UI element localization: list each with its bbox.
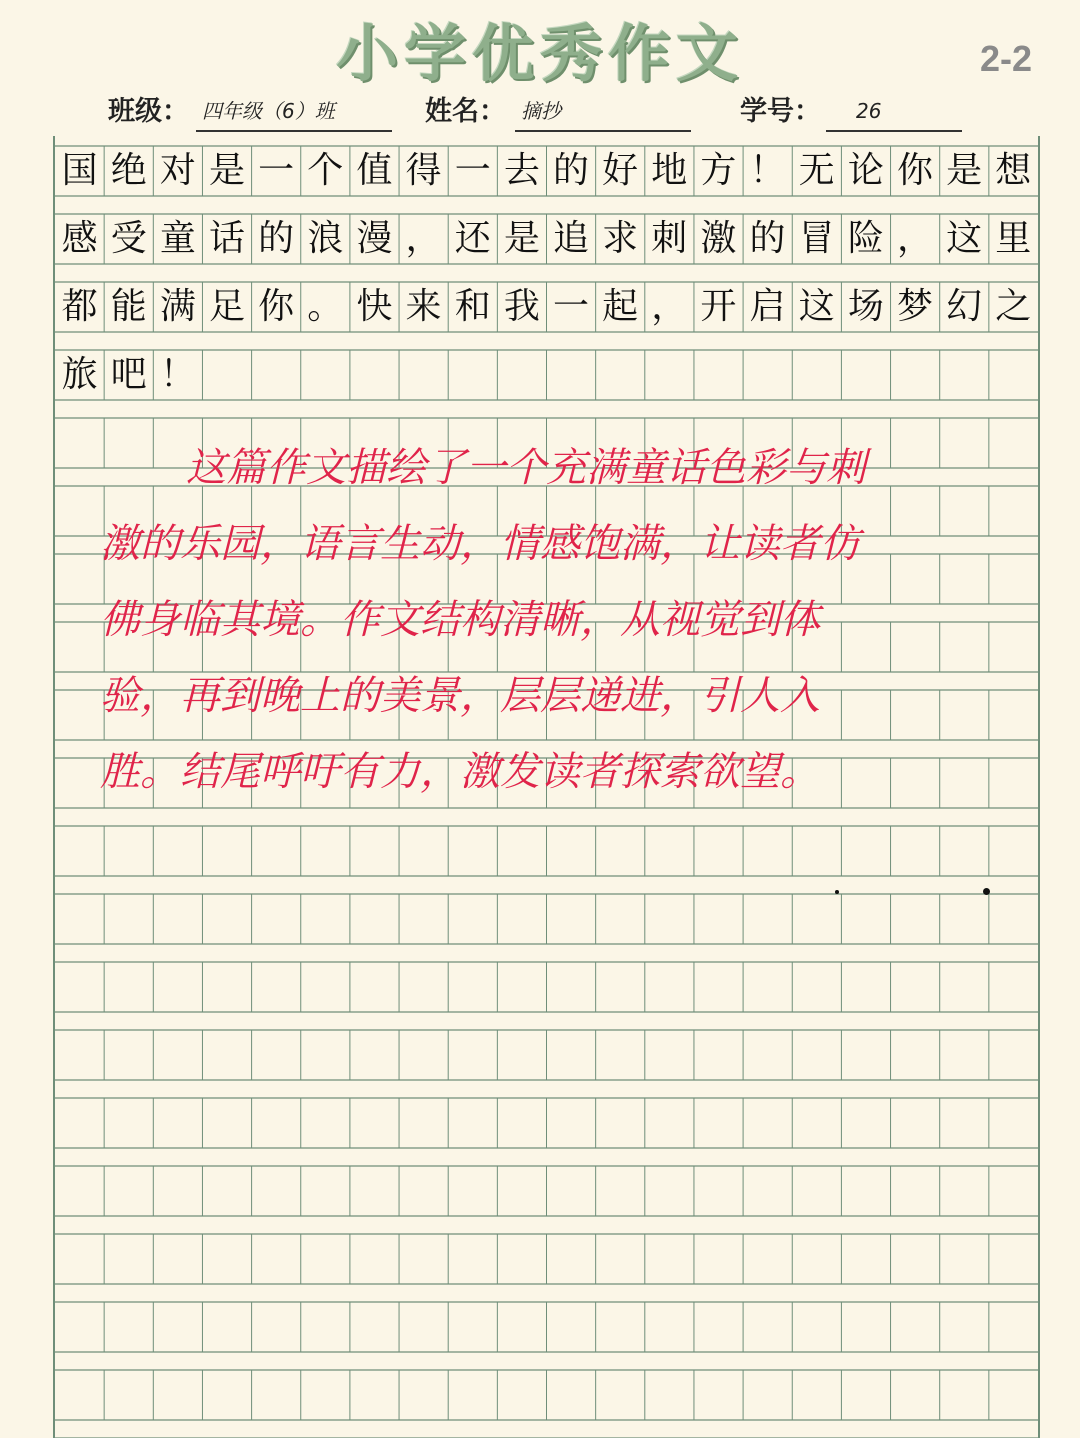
essay-char: 的: [749, 218, 786, 259]
comment-line: 佛身临其境。作文结构清晰，从视觉到体: [100, 597, 820, 643]
essay-char: 你: [258, 286, 295, 327]
essay-char: 对: [159, 150, 196, 191]
essay-char: 是: [208, 150, 245, 191]
essay-char: 这: [798, 286, 835, 327]
essay-char: 国: [61, 150, 98, 191]
essay-char: 无: [798, 150, 835, 191]
class-value: 四年级（6）班: [196, 92, 392, 132]
essay-char: 得: [405, 150, 442, 191]
essay-char: ！: [749, 150, 786, 191]
comment-line: 验，再到晚上的美景，层层递进，引人入: [100, 673, 820, 719]
name-value: 摘抄: [515, 92, 691, 132]
id-value: 26: [826, 92, 962, 132]
essay-char: 是: [946, 150, 983, 191]
teacher-comment: [100, 430, 980, 810]
essay-char: 话: [208, 218, 245, 259]
essay-char: ，: [405, 218, 442, 259]
essay-char: 都: [61, 286, 98, 327]
essay-char: 梦: [896, 286, 933, 327]
comment-line: 激的乐园，语言生动，情感饱满，让读者仿: [100, 521, 860, 567]
essay-char: 幻: [946, 286, 983, 327]
essay-char: 这: [946, 218, 983, 259]
essay-char: ，: [651, 286, 688, 327]
essay-char: 论: [847, 150, 884, 191]
essay-char: 之: [995, 286, 1032, 327]
page-header: [0, 0, 1080, 135]
essay-char: 你: [896, 150, 933, 191]
essay-line: [55, 146, 1038, 196]
essay-char: 里: [995, 218, 1032, 259]
essay-char: 冒: [798, 218, 835, 259]
essay-char: 的: [258, 218, 295, 259]
page-title: 小学优秀作文: [335, 17, 744, 90]
ink-dot: [835, 890, 839, 894]
essay-char: 方: [700, 150, 737, 191]
comment-line: 胜。结尾呼吁有力，激发读者探索欲望。: [100, 749, 820, 795]
essay-char: 起: [602, 286, 639, 327]
essay-char: 一: [258, 150, 295, 191]
essay-char: 快: [356, 286, 393, 327]
essay-char: 能: [110, 286, 147, 327]
ink-dot: [983, 888, 990, 895]
student-info-row: [0, 92, 1080, 132]
essay-char: 感: [61, 218, 98, 259]
name-field: [425, 92, 506, 132]
essay-char: ，: [896, 218, 933, 259]
essay-char: 绝: [110, 150, 147, 191]
essay-char: 个: [307, 150, 344, 191]
essay-line: [55, 282, 1038, 332]
essay-char: 追: [552, 218, 589, 259]
essay-char: 吧: [110, 354, 147, 395]
essay-char: 足: [208, 286, 245, 327]
comment-line: 这篇作文描绘了一个充满童话色彩与刺: [186, 445, 866, 491]
essay-char: 受: [110, 218, 147, 259]
essay-char: 的: [552, 150, 589, 191]
essay-char: 刺: [651, 218, 688, 259]
essay-char: 想: [995, 150, 1032, 191]
page-indicator: 2-2: [979, 38, 1032, 79]
essay-char: 童: [159, 218, 196, 259]
essay-char: 是: [503, 218, 540, 259]
id-label: 学号：: [740, 96, 821, 127]
essay-char: 险: [847, 218, 884, 259]
essay-line: [55, 350, 202, 400]
essay-char: 地: [651, 150, 688, 191]
essay-char: 来: [405, 286, 442, 327]
essay-char: 值: [356, 150, 393, 191]
essay-char: ！: [159, 354, 196, 395]
essay-char: 一: [454, 150, 491, 191]
essay-char: 浪: [307, 218, 344, 259]
essay-char: 好: [602, 150, 639, 191]
essay-char: 去: [503, 150, 540, 191]
essay-char: 和: [454, 286, 491, 327]
essay-char: 满: [159, 286, 196, 327]
essay-char: 还: [454, 218, 491, 259]
essay-char: 激: [700, 218, 737, 259]
class-field: [108, 92, 189, 132]
essay-char: 我: [503, 286, 540, 327]
essay-line: [55, 214, 1038, 264]
essay-char: 漫: [356, 218, 393, 259]
class-label: 班级：: [108, 96, 189, 127]
name-label: 姓名：: [425, 96, 506, 127]
essay-char: 旅: [61, 354, 98, 395]
essay-char: 求: [602, 218, 639, 259]
id-field: [740, 92, 821, 132]
essay-char: 启: [749, 286, 786, 327]
essay-char: 开: [700, 286, 737, 327]
essay-char: 场: [847, 286, 884, 327]
essay-char: 。: [307, 286, 344, 327]
essay-char: 一: [552, 286, 589, 327]
